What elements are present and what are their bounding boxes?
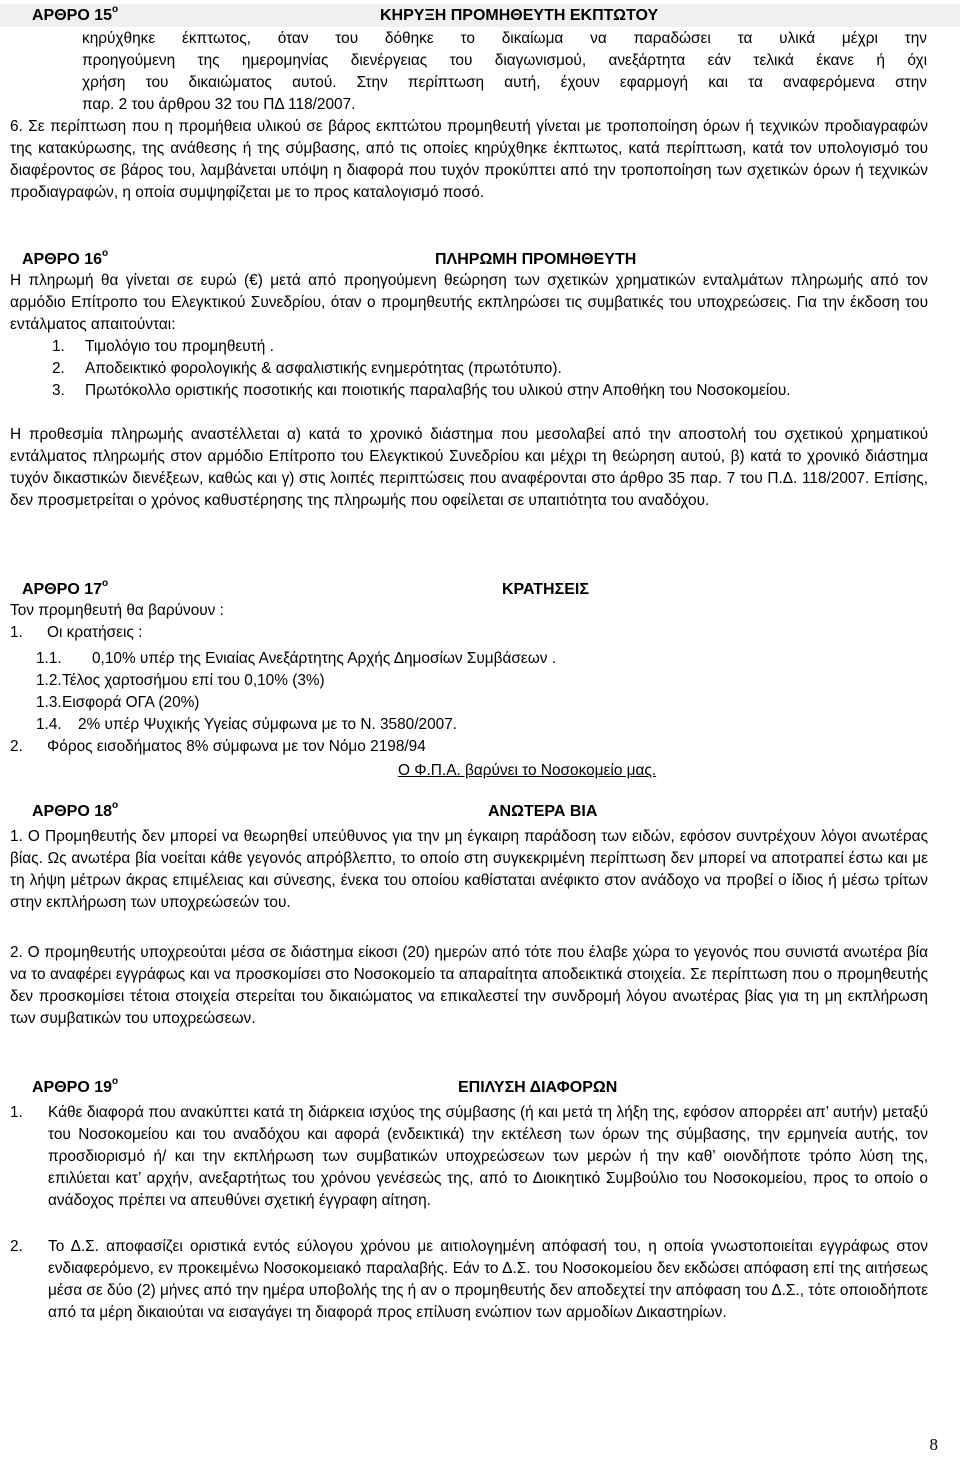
article-17-label: ΑΡΘΡΟ $17^o$ bbox=[22, 577, 109, 598]
article-19-title: ΕΠΙΛΥΣΗ ΔΙΑΦΟΡΩΝ bbox=[458, 1079, 618, 1096]
vat-note: Ο Φ.Π.Α. βαρύνει το Νοσοκομείο μας. bbox=[398, 762, 657, 779]
list-item: 2. Φόρος εισοδήματος 8% σύμφωνα με τον Νόμο 2198/94 bbox=[10, 738, 426, 755]
list-item: 1. Οι κρατήσεις : bbox=[10, 624, 143, 641]
article-15-label: ΑΡΘΡΟ $15^o$ bbox=[32, 3, 119, 24]
list-item: 1. Κάθε διαφορά που ανακύπτει κατά τη διάρκεια ισχύος της σύμβασης (ή και μετά τη λήξη της, εφόσον απορρέει απ’ αυτήν) μεταξύ του Νοσοκομείου και του αναδόχου και αφορά (ενδεικτικά) την εκτέλεση των όρων της σύμβασης, την ερμηνεία αυτής, τον προσδιορισμό ή/ και την εκπλήρωση των συμβατικών υποχρεώσεων των μερών ή την καθ’ οιονδήποτε τρόπο λύση της, επιλύεται κατ’ αρχήν, ανεξαρτήτως του χρόνου γενέσεώς της, από το Διοικητικό Συμβούλιο του Νοσοκομείου, προς το οποίο ο ανάδοχος πρέπει να απευθύνει σχετική έγγραφη αίτηση. bbox=[10, 1104, 928, 1209]
article-16-title: ΠΛΗΡΩΜΗ ΠΡΟΜΗΘΕΥΤΗ bbox=[435, 251, 637, 268]
article-15-header bbox=[0, 4, 960, 27]
article-18-label: ΑΡΘΡΟ $18^o$ bbox=[32, 799, 119, 820]
article-19-header bbox=[0, 1076, 960, 1099]
article-18-paragraph-2: 2. Ο προμηθευτής υποχρεούται μέσα σε διάστημα είκοσι (20) ημερών από τότε που έλαβε χώρα το γεγονός που συνιστά ανωτέρα βία να το αναφέρει εγγράφως και να προσκομίσει στο Νοσοκομείο τα απαραίτητα αποδεικτικά στοιχεία. Σε περίπτωση που ο προμηθευτής δεν προσκομίσει τέτοια στοιχεία στερείται του δικαιώματος να επικαλεστεί την συνδρομή λόγου ανωτέρας βίας για τη μη εκπλήρωση των συμβατικών του υποχρεώσεων. bbox=[10, 944, 928, 1027]
continuation-line: χρήση του δικαιώματος αυτού. Στην περίπτωση αυτή, έχουν εφαρμογή και τα αναφερόμενα στην bbox=[82, 74, 927, 91]
list-item: 1. Τιμολόγιο του προμηθευτή . bbox=[52, 338, 274, 355]
article-16-label: ΑΡΘΡΟ $16^o$ bbox=[22, 247, 109, 268]
article-16-deadline: Η προθεσμία πληρωμής αναστέλλεται α) κατά το χρονικό διάστημα που μεσολαβεί από την αποστολή του σχετικού χρηματικού εντάλματος πληρωμής στον αρμόδιο Επίτροπο του Ελεγκτικού Συνεδρίου και μέχρι τη θεώρηση αυτού, β) κατά το χρονικό διάστημα τυχόν δικαστικών διενέξεων, καθώς και γ) στις λοιπές περιπτώσεις που αναφέρονται στο άρθρο 35 παρ. 7 του Π.Δ. 118/2007. Επίσης, δεν προσμετρείται ο χρόνος καθυστέρησης της πληρωμής που οφείλεται σε υπαιτιότητα του αναδόχου. bbox=[10, 426, 928, 509]
article-15-paragraph-6: 6. Σε περίπτωση που η προμήθεια υλικού σε βάρος εκπτώτου προμηθευτή γίνεται με τροποποίηση όρων ή τεχνικών προδιαγραφών της κατακύρωσης, της ανάθεσης ή της σύμβασης, από τις οποίες κηρύχθηκε έκπτωτος, κατά περίπτωση, κατά τον υπολογισμό του διαφέροντος σε βάρος του, λαμβάνεται υπόψη η διαφορά που τυχόν προκύπτει από την τροποποίηση των σχετικών όρων ή τεχνικών προδιαγραφών, η οποία συμψηφίζεται με το προς καταλογισμό ποσό. bbox=[10, 118, 928, 201]
sub-list-item: 1.2. Τέλος χαρτοσήμου επί του 0,10% (3%) bbox=[36, 672, 325, 689]
article-15-title: ΚΗΡΥΞΗ ΠΡΟΜΗΘΕΥΤΗ ΕΚΠΤΩΤΟΥ bbox=[380, 7, 659, 24]
article-16-intro: Η πληρωμή θα γίνεται σε ευρώ (€) μετά από προηγούμενη θεώρηση των σχετικών χρηματικών ενταλμάτων πληρωμής από τον αρμόδιο Επίτροπο του Ελεγκτικού Συνεδρίου, όταν ο προμηθευτής εκπληρώσει τις συμβατικές του υποχρεώσεις. Για την έκδοση του εντάλματος απαιτούνται: bbox=[10, 272, 928, 333]
page-number: 8 bbox=[929, 1435, 938, 1454]
continuation-line: κηρύχθηκε έκπτωτος, όταν του δόθηκε το δικαίωμα να παραδώσει τα υλικά μέχρι την bbox=[82, 30, 927, 47]
list-item: 2. Αποδεικτικό φορολογικής & ασφαλιστικής ενημερότητας (πρωτότυπο). bbox=[52, 360, 562, 377]
continuation-line: παρ. 2 του άρθρου 32 του ΠΔ 118/2007. bbox=[82, 96, 356, 113]
article-19-label: ΑΡΘΡΟ $19^o$ bbox=[32, 1075, 119, 1096]
list-item: 2. Το Δ.Σ. αποφασίζει οριστικά εντός εύλογου χρόνου με αιτιολογημένη απόφασή του, η οποία γνωστοποιείται εγγράφως στον ενδιαφερόμενο, εν προκειμένω Νοσοκομειακό παραλαβής. Εάν το Δ.Σ. του Νοσοκομείου δεν εκδώσει απόφαση επί της αιτήσεως μέσα σε δύο (2) μήνες από την ημέρα υποβολής της ή αν ο προμηθευτής δεν αποδεχτεί την απόφαση του Δ.Σ., τότε οποιοδήποτε από τα μέρη δικαιούται να εισαγάγει τη διαφορά προς επίλυση ενώπιον των αρμοδίων Δικαστηρίων. bbox=[10, 1238, 928, 1321]
article-17-title: ΚΡΑΤΗΣΕΙΣ bbox=[502, 581, 589, 598]
sub-list-item: 1.4. 2% υπέρ Ψυχικής Υγείας σύμφωνα με το Ν. 3580/2007. bbox=[36, 716, 458, 733]
sub-list-item: 1.3. Εισφορά ΟΓΑ (20%) bbox=[36, 694, 200, 711]
article-18-paragraph-1: 1. Ο Προμηθευτής δεν μπορεί να θεωρηθεί υπεύθυνος για την μη έγκαιρη παράδοση των ειδών, εφόσον συντρέχουν λόγοι ανωτέρας βίας. Ως ανωτέρα βία νοείται κάθε γεγονός απρόβλεπτο, το οποίο στη συγκεκριμένη περίπτωση δεν μπορεί να αποτραπεί έστω και με τη λήψη μέτρων άκρας επιμέλειας και σύνεσης, ένεκα του οποίου καθίσταται ανέφικτο στον ανάδοχο να προβεί ο ίδιος ή μέσω τρίτων στην εκπλήρωση των υποχρεώσεών του. bbox=[10, 828, 928, 911]
sub-list-item: 1.1. 0,10% υπέρ της Ενιαίας Ανεξάρτητης Αρχής Δημοσίων Συμβάσεων . bbox=[36, 650, 557, 667]
article-18-title: ΑΝΩΤΕΡΑ ΒΙΑ bbox=[488, 803, 598, 820]
article-17-intro: Τον προμηθευτή θα βαρύνουν : bbox=[10, 602, 224, 619]
list-item: 3. Πρωτόκολλο οριστικής ποσοτικής και ποιοτικής παραλαβής του υλικού στην Αποθήκη του Νοσοκομείου. bbox=[52, 382, 791, 399]
article-18-header bbox=[0, 800, 960, 823]
article-17-header bbox=[0, 578, 960, 601]
article-15-continuation bbox=[82, 28, 927, 116]
article-16-header bbox=[0, 248, 960, 271]
continuation-line: προηγούμενη της ημερομηνίας διενέργειας του διαγωνισμού, ανεξάρτητα εάν τελικά έκανε ή όχι bbox=[82, 52, 927, 69]
